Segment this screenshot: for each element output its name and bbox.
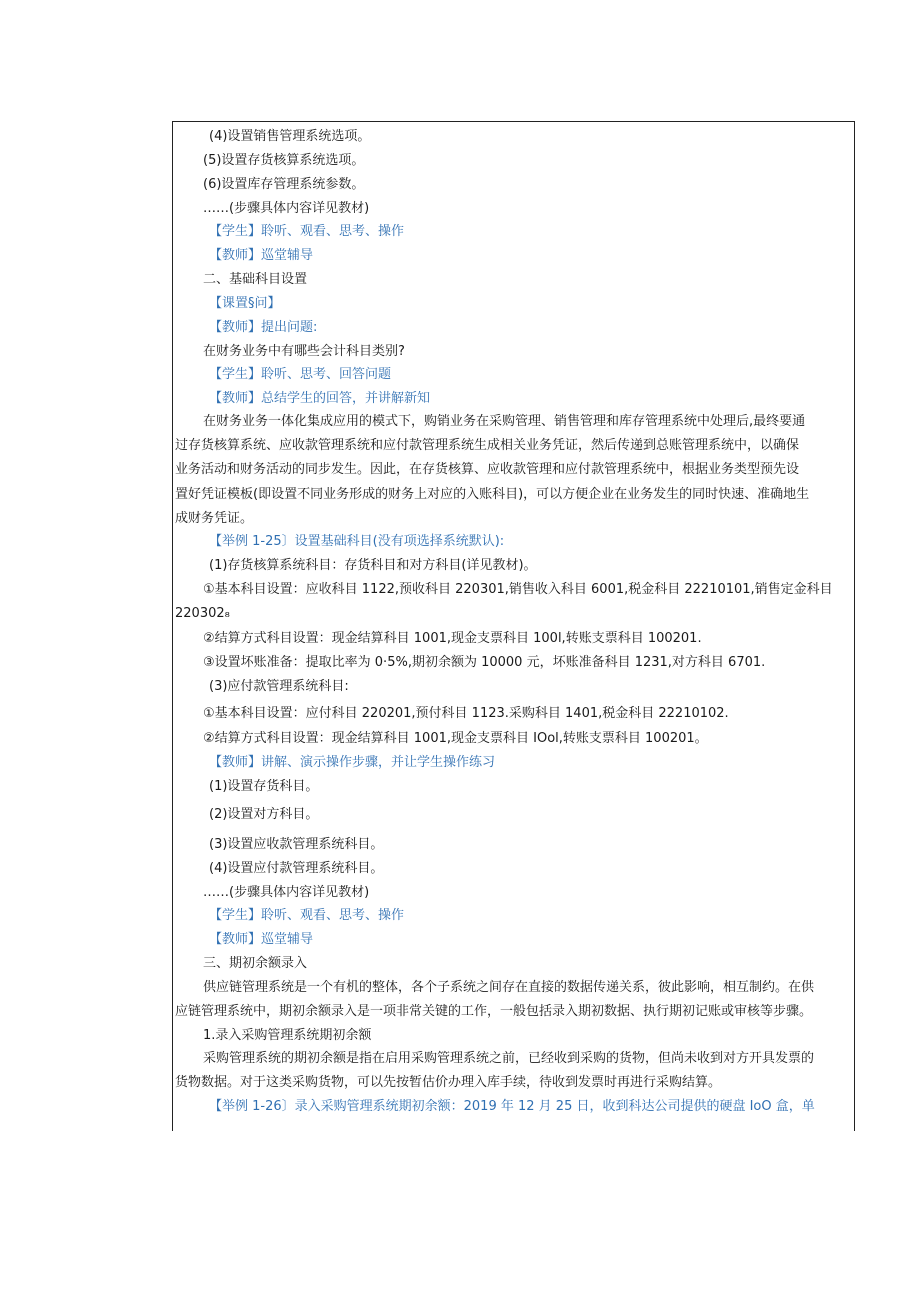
text-line: 【举例 1-25〕设置基础科目(没有项选择系统默认): bbox=[209, 534, 505, 549]
text-line: ②结算方式科目设置：现金结算科目 1001,现金支票科目 100l,转账支票科目 100201. bbox=[203, 631, 702, 646]
text-line: ③设置坏账准备：提取比率为 0·5%,期初余额为 10000 元，坏账准备科目 1231,对方科目 6701. bbox=[203, 655, 766, 670]
text-line: (6)设置库存管理系统参数。 bbox=[203, 177, 365, 192]
text-line: (3)设置应收款管理系统科目。 bbox=[209, 837, 384, 852]
paragraph-line: ①基本科目设置：应收科目 1122,预收科目 220301,销售收入科目 6001,税金科目 22210101,销售定金科目 bbox=[203, 582, 833, 597]
text-line: 【教师】巡堂辅导 bbox=[209, 932, 314, 947]
paragraph-line: 应链管理系统中，期初余额录入是一项非常关键的工作，一般包括录入期初数据、执行期初记账或审核等步骤。 bbox=[175, 1004, 813, 1020]
text-line: 二、基础科目设置 bbox=[203, 272, 308, 287]
text-line: ……(步骤具体内容详见教材) bbox=[203, 201, 370, 216]
text-line: (2)设置对方科目。 bbox=[209, 807, 319, 822]
text-line: 在财务业务中有哪些会计科目类别? bbox=[203, 344, 405, 359]
text-line: ……(步骤具体内容详见教材) bbox=[203, 885, 370, 900]
paragraph-line: 业务活动和财务活动的同步发生。因此，在存货核算、应收款管理和应付款管理系统中，根据业务类型预先设 bbox=[175, 462, 800, 478]
text-line: 【教师】讲解、演示操作步骤，并让学生操作练习 bbox=[209, 755, 496, 770]
text-line: (3)应付款管理系统科目: bbox=[209, 679, 349, 694]
text-line: 【教师】提出问题: bbox=[209, 320, 318, 335]
text-line: 三、期初余额录入 bbox=[203, 956, 308, 971]
text-line: 【学生】聆听、观看、思考、操作 bbox=[209, 908, 405, 923]
text-line: (1)设置存货科目。 bbox=[209, 779, 319, 794]
text-line: 1.录入采购管理系统期初余额 bbox=[203, 1028, 372, 1043]
paragraph-line: 采购管理系统的期初余额是指在启用采购管理系统之前，已经收到采购的货物，但尚未收到对方开具发票的 bbox=[203, 1051, 815, 1066]
text-line: ②结算方式科目设置：现金结算科目 1001,现金支票科目 IOol,转账支票科目 100201。 bbox=[203, 731, 708, 746]
paragraph-line: 220302₈ bbox=[175, 606, 230, 622]
paragraph-line: 在财务业务一体化集成应用的模式下，购销业务在采购管理、销售管理和库存管理系统中处理后,最终要通 bbox=[203, 414, 806, 429]
text-line: 【学生】聆听、思考、回答问题 bbox=[209, 367, 392, 382]
text-line: 【教师】总结学生的回答，并讲解新知 bbox=[209, 391, 431, 406]
paragraph-line: 货物数据。对于这类采购货物，可以先按暂估价办理入库手续，待收到发票时再进行采购结算。 bbox=[175, 1075, 722, 1091]
paragraph-line: 过存货核算系统、应收款管理系统和应付款管理系统生成相关业务凭证，然后传递到总账管理系统中，以确保 bbox=[175, 438, 800, 454]
paragraph-line: 供应链管理系统是一个有机的整体，各个子系统之间存在直接的数据传递关系，彼此影响，相互制约。在供 bbox=[203, 980, 815, 995]
text-line: 【学生】聆听、观看、思考、操作 bbox=[209, 224, 405, 239]
text-line: (4)设置应付款管理系统科目。 bbox=[209, 861, 384, 876]
paragraph-line: 置好凭证模板(即设置不同业务形成的财务上对应的入账科目)，可以方便企业在业务发生的同时快速、准确地生 bbox=[175, 486, 810, 502]
paragraph-line: 成财务凭证。 bbox=[175, 510, 254, 526]
text-line: ①基本科目设置：应付科目 220201,预付科目 1123.采购科目 1401,税金科目 22210102. bbox=[203, 706, 729, 721]
text-line: 【教师】巡堂辅导 bbox=[209, 248, 314, 263]
text-line: (4)设置销售管理系统选项。 bbox=[209, 129, 371, 144]
text-line: 【课置§问】 bbox=[209, 296, 281, 311]
text-line: 【举例 1-26〕录入采购管理系统期初余额：2019 年 12 月 25 日，收到科达公司提供的硬盘 IoO 盒，单 bbox=[209, 1099, 815, 1114]
text-line: (1)存货核算系统科目：存货科目和对方科目(详见教材)。 bbox=[209, 558, 537, 573]
text-line: (5)设置存货核算系统选项。 bbox=[203, 153, 365, 168]
